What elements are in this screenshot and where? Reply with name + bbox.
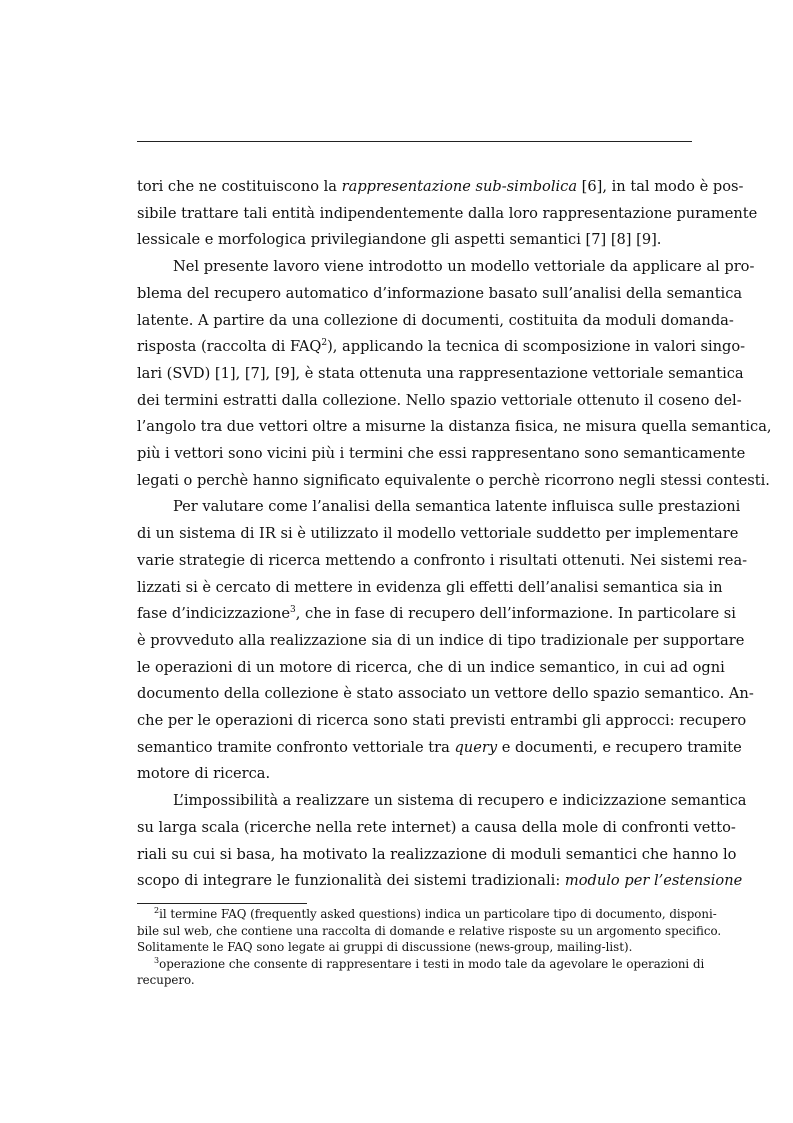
footnote-line (154, 955, 705, 973)
body-line (137, 763, 700, 785)
text-run: ), applicando la tecnica di scomposizione in valori singo- (327, 338, 746, 356)
header-rule (137, 141, 692, 142)
text-run: bile sul web, che contiene una raccolta di domande e relative risposte su un argomento specifico. (137, 923, 722, 938)
body-line (137, 363, 744, 385)
emphasis-text: query (454, 738, 498, 756)
body-line (137, 657, 725, 679)
text-run: Per valutare come l’analisi della semantica latente influisca sulle prestazioni (173, 498, 741, 516)
text-run: Nel presente lavoro viene introdotto un modello vettoriale da applicare al pro- (173, 258, 755, 276)
text-run: lizzati si è cercato di mettere in evidenza gli effetti dell’analisi semantica sia in (137, 578, 723, 596)
footnote-line (137, 939, 700, 956)
text-run: riali su cui si basa, ha motivato la realizzazione di moduli semantici che hanno lo (137, 845, 737, 863)
body-line (173, 790, 747, 812)
text-run: motore di ricerca. (137, 765, 271, 783)
body-line (137, 817, 736, 839)
text-run: legati o perchè hanno significato equivalente o perchè ricorrono negli stessi contesti. (137, 471, 770, 489)
text-run: blema del recupero automatico d’informazione basato sull’analisi della semantica (137, 284, 743, 302)
text-run: fase d’indicizzazione (137, 605, 291, 623)
text-run: recupero. (137, 973, 195, 987)
body-line (137, 870, 743, 892)
text-run: le operazioni di un motore di ricerca, che di un indice semantico, in cui ad ogni (137, 658, 725, 676)
text-run: latente. A partire da una collezione di documenti, costituita da moduli domanda- (137, 311, 734, 329)
text-run: documento della collezione è stato associato un vettore dello spazio semantico. An- (137, 685, 754, 703)
footnote-marker: 2 (321, 338, 328, 349)
footnote-rule (137, 903, 307, 904)
text-run: , che in fase di recupero dell’informazione. In particolare si (295, 605, 736, 623)
text-run: lari (SVD) [1], [7], [9], è stata ottenuta una rappresentazione vettoriale semantica (137, 364, 744, 382)
footnote-marker: 3 (154, 955, 160, 965)
body-line (137, 390, 742, 412)
text-run: sibile trattare tali entità indipendentemente dalla loro rappresentazione puramente (137, 204, 758, 222)
body-line (137, 229, 700, 251)
text-run: l’angolo tra due vettori oltre a misurne la distanza fisica, ne misura quella semantica, (137, 418, 772, 436)
body-line (137, 683, 754, 705)
text-run: operazione che consente di rappresentare i testi in modo tale da agevolare le operazioni di (159, 956, 705, 971)
text-run: tori che ne costituiscono la (137, 178, 342, 195)
body-line (137, 203, 758, 225)
emphasis-text: modulo per l’estensione (564, 872, 743, 890)
body-line (137, 336, 746, 358)
body-line (137, 577, 723, 599)
text-run: dei termini estratti dalla collezione. Nello spazio vettoriale ottenuto il coseno del- (137, 391, 742, 409)
body-line (137, 630, 745, 652)
footnote-line (137, 923, 722, 940)
body-line (137, 710, 747, 732)
body-line (137, 176, 744, 198)
body-line (137, 603, 736, 625)
footnote-line (137, 972, 700, 989)
text-run: che per le operazioni di ricerca sono stati previsti entrambi gli approcci: recupero (137, 712, 747, 729)
text-run: e documenti, e recupero tramite (497, 738, 742, 756)
text-run: risposta (raccolta di FAQ (137, 338, 322, 356)
footnote-line (154, 906, 717, 923)
body-line (137, 737, 742, 759)
text-run: è provveduto alla realizzazione sia di un indice di tipo tradizionale per supportare (137, 631, 745, 649)
text-run: più i vettori sono vicini più i termini che essi rappresentano sono semanticamente (137, 445, 746, 462)
footnote-marker: 2 (154, 906, 160, 916)
body-line (137, 523, 739, 545)
footnote-marker: 3 (290, 605, 296, 616)
text-run: varie strategie di ricerca mettendo a confronto i risultati ottenuti. Nei sistemi rea- (137, 551, 748, 569)
body-line (137, 310, 734, 332)
body-line (137, 443, 746, 465)
text-run: il termine FAQ (frequently asked questions) indica un particolare tipo di documento, disponi- (159, 907, 717, 921)
body-line (137, 550, 748, 572)
text-run: lessicale e morfologica privilegiandone gli aspetti semantici [7] [8] [9]. (137, 231, 662, 249)
body-line (137, 416, 772, 438)
text-run: di un sistema di IR si è utilizzato il modello vettoriale suddetto per implementare (137, 525, 739, 543)
body-line (137, 283, 743, 305)
text-run: [6], in tal modo è pos- (577, 178, 744, 195)
body-line (137, 844, 737, 866)
body-line (173, 256, 755, 278)
text-run: Solitamente le FAQ sono legate ai gruppi di discussione (news-group, mailing-list). (137, 940, 633, 954)
text-run: L’impossibilità a realizzare un sistema di recupero e indicizzazione semantica (173, 792, 747, 810)
text-run: scopo di integrare le funzionalità dei sistemi tradizionali: (137, 872, 565, 890)
text-run: semantico tramite confronto vettoriale tra (137, 738, 455, 756)
text-run: su larga scala (ricerche nella rete internet) a causa della mole di confronti vetto- (137, 818, 736, 836)
emphasis-text: rappresentazione sub-simbolica (341, 178, 578, 195)
body-line (173, 496, 741, 518)
body-line (137, 470, 770, 492)
